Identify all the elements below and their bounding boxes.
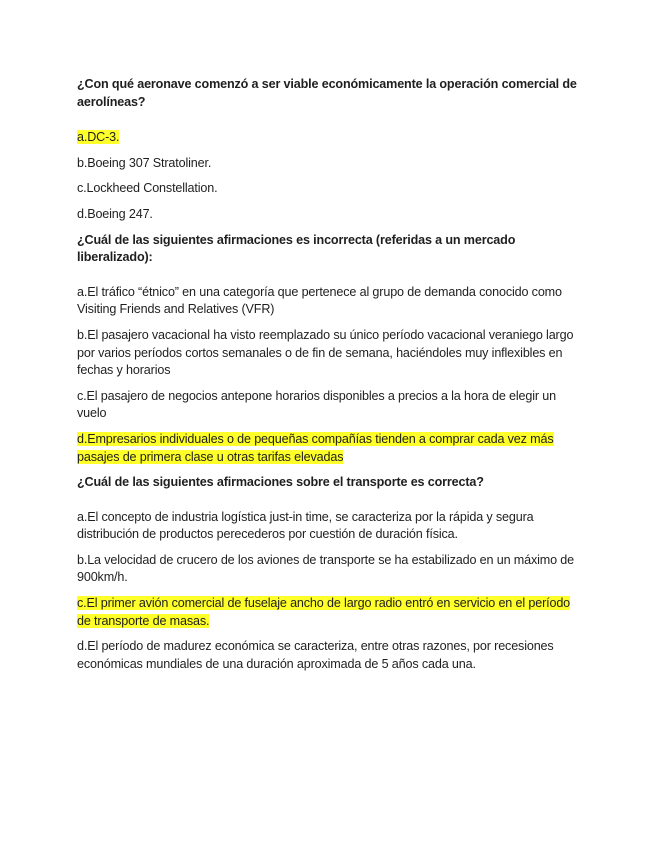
answer-option: a.El concepto de industria logística just-in time, se caracteriza por la rápida y segura distribución de productos perecederos por cuestión de duración física. — [77, 509, 534, 542]
answer-option: b.Boeing 307 Stratoliner. — [77, 155, 212, 170]
answer-option: c.Lockheed Constellation. — [77, 181, 218, 196]
answer-option: b.La velocidad de crucero de los aviones de transporte se ha estabilizado en un máximo de 900km/h. — [77, 552, 575, 585]
highlighted-answer: c.El primer avión comercial de fuselaje ancho de largo radio entró en servicio en el período de transporte de masas. — [77, 596, 571, 628]
answer-option: b.El pasajero vacacional ha visto reemplazado su único período vacacional veraniego largo por varios períodos cortos semanales o de fin de semana, haciéndoles muy inflexibles en fechas y horarios — [77, 327, 574, 378]
answer-option: c.El pasajero de negocios antepone horarios disponibles a precios a la hora de elegir un vuelo — [77, 388, 556, 421]
answer-option — [77, 595, 587, 630]
answer-option — [77, 431, 587, 466]
answer-option: d.El período de madurez económica se caracteriza, entre otras razones, por recesiones económicas mundiales de una duración aproximada de 5 años cada una. — [77, 639, 554, 671]
answer-option: a.El tráfico “étnico” en una categoría que pertenece al grupo de demanda conocido como Visiting Friends and Relatives (VFR) — [77, 284, 562, 317]
answer-option: d.Boeing 247. — [77, 206, 153, 221]
question-1: ¿Con qué aeronave comenzó a ser viable económicamente la operación comercial de aerolíneas? — [77, 77, 577, 109]
question-2: ¿Cuál de las siguientes afirmaciones es incorrecta (referidas a un mercado liberalizado): — [77, 232, 516, 265]
highlighted-answer: a.DC-3. — [77, 130, 120, 145]
quiz-document — [77, 76, 587, 681]
answer-option — [77, 129, 587, 147]
highlighted-answer: d.Empresarios individuales o de pequeñas compañías tienden a comprar cada vez más pasajes de primera clase u otras tarifas elevadas — [77, 431, 554, 464]
question-3: ¿Cuál de las siguientes afirmaciones sobre el transporte es correcta? — [77, 475, 484, 490]
